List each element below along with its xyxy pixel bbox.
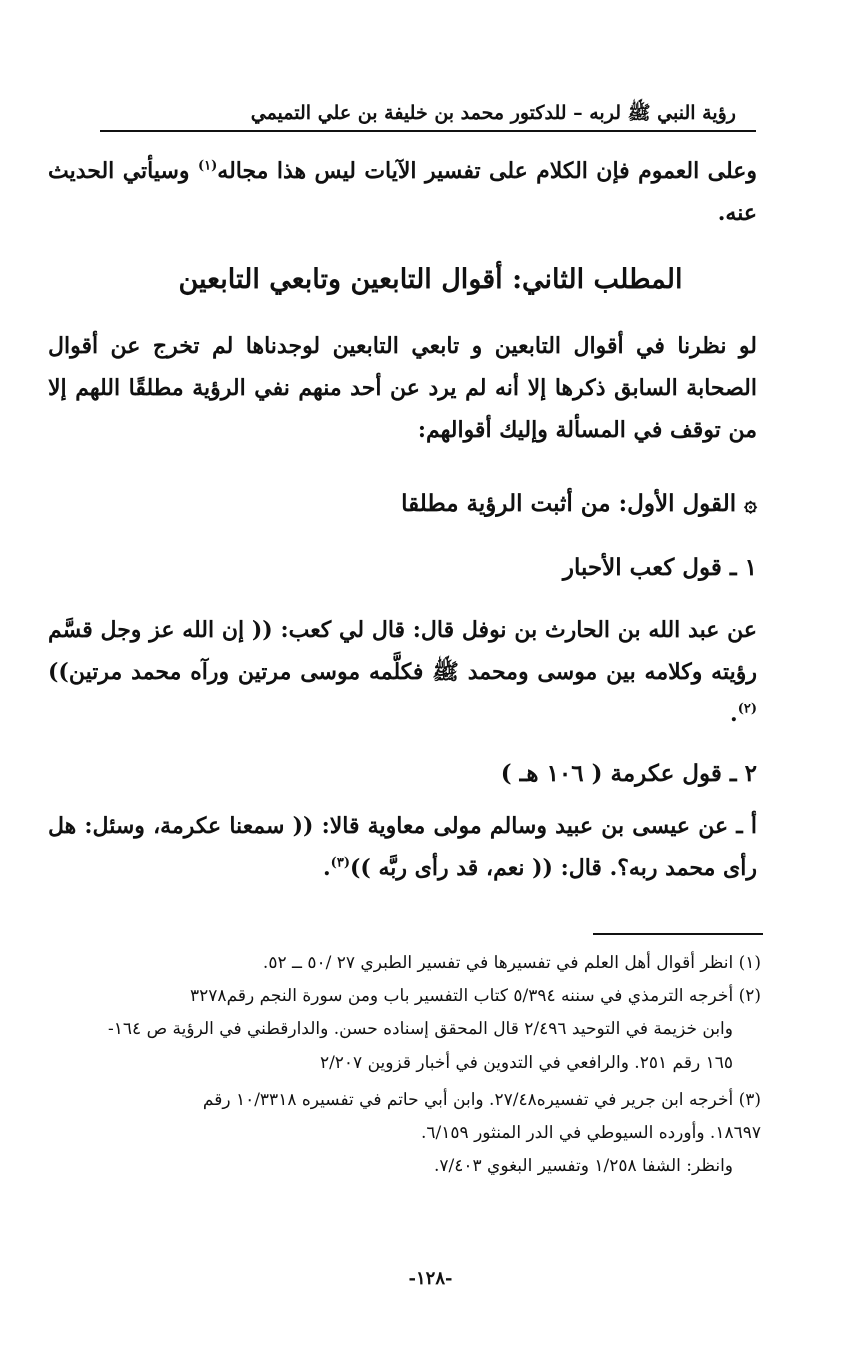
section-heading: المطلب الثاني: أقوال التابعين وتابعي التابعين xyxy=(178,264,683,295)
subsection-title-1-text: القول الأول: من أثبت الرؤية مطلقا xyxy=(401,490,745,517)
footnote-separator xyxy=(593,933,763,935)
running-header: رؤية النبي ﷺ لربه – للدكتور محمد بن خليفة بن علي التميمي xyxy=(100,98,756,132)
footnote-3-line-2: ١٨٦٩٧. وأورده السيوطي في الدر المنثور ٦/١٥٩. xyxy=(421,1123,761,1143)
paragraph-3 xyxy=(48,609,757,735)
paragraph-3-text: عن عبد الله بن الحارث بن نوفل قال: قال لي كعب: (( إن الله عز وجل قسَّم رؤيته وكلامه بين موسى ومحمد ﷺ فكلَّمه موسى مرتين ورآه محمد مرتين)) xyxy=(48,617,757,685)
footnote-3-line-3: وانظر: الشفا ١/٢٥٨ وتفسير البغوي ٧/٤٠٣. xyxy=(433,1156,733,1176)
paragraph-3-end: . xyxy=(730,701,738,727)
page-number: -١٢٨- xyxy=(408,1268,453,1289)
footnote-ref-1: (١) xyxy=(197,158,218,174)
ornament-icon: ۞ xyxy=(744,491,757,517)
paragraph-4-end: . xyxy=(323,855,331,881)
footnote-ref-2: (٢) xyxy=(737,701,757,717)
paragraph-4 xyxy=(48,805,757,889)
paragraph-1-text-b: وسيأتي الحديث عنه. xyxy=(48,158,757,226)
footnote-2-line-2: وابن خزيمة في التوحيد ٢/٤٩٦ قال المحقق إسناده حسن. والدارقطني في الرؤية ص ١٦٤- xyxy=(108,1019,733,1039)
paragraph-2: لو نظرنا في أقوال التابعين و تابعي التابعين لوجدناها لم تخرج عن أقوال الصحابة السابق ذكرها إلا أنه لم يرد عن أحد منهم نفي الرؤية مطلقًا اللهم إلا من توقف في المسألة وإليك أقوالهم: xyxy=(48,333,757,443)
paragraph-4-text: أ ـ عن عيسى بن عبيد وسالم مولى معاوية قالا: (( سمعنا عكرمة، وسئل: هل رأى محمد ربه؟. قال: (( نعم، قد رأى ربَّه )) xyxy=(48,813,757,881)
item-2-title: ٢ ـ قول عكرمة ( ١٠٦ هـ ) xyxy=(500,760,757,787)
footnote-2-line-1: (٢) أخرجه الترمذي في سننه ٥/٣٩٤ كتاب التفسير باب ومن سورة النجم رقم٣٢٧٨ xyxy=(190,986,761,1006)
item-1-title: ١ ـ قول كعب الأحبار xyxy=(562,554,757,581)
paragraph-1 xyxy=(48,150,757,234)
subsection-title-1 xyxy=(48,484,757,524)
footnote-ref-3: (٣) xyxy=(330,855,350,871)
footnote-1: (١) انظر أقوال أهل العلم في تفسيرها في تفسير الطبري ٢٧ /٥٠ ــ ٥٢. xyxy=(262,953,761,973)
footnote-2-line-3: ١٦٥ رقم ٢٥١. والرافعي في التدوين في أخبار قزوين ٢/٢٠٧ xyxy=(319,1053,733,1073)
footnote-3-line-1: (٣) أخرجه ابن جرير في تفسيره٢٧/٤٨. وابن أبي حاتم في تفسيره ١٠/٣٣١٨ رقم xyxy=(202,1090,761,1110)
paragraph-1-text-a: وعلى العموم فإن الكلام على تفسير الآيات ليس هذا مجاله xyxy=(217,158,758,184)
